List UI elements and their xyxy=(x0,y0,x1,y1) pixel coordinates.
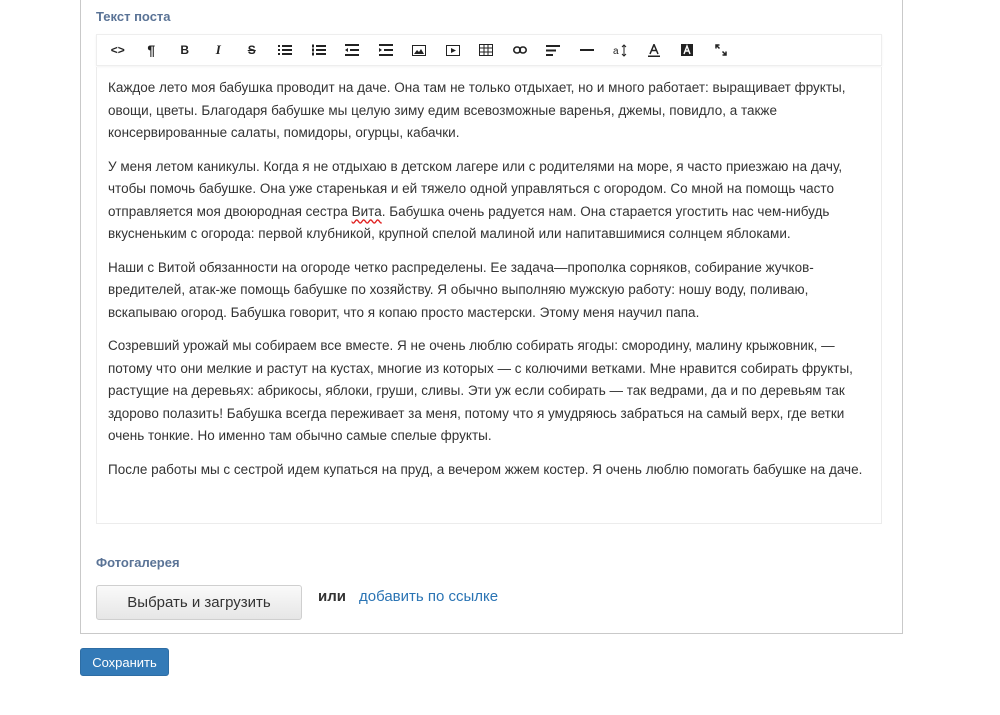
or-text: или xyxy=(318,588,346,605)
post-text-label: Текст поста xyxy=(96,9,171,24)
outdent-icon[interactable] xyxy=(336,35,370,65)
ordered-list-icon[interactable] xyxy=(302,35,336,65)
link-icon[interactable] xyxy=(503,35,537,65)
post-paragraph: У меня летом каникулы. Когда я не отдыхаю в детском лагере или с родителями на море, я часто приезжаю на дачу, чтобы помочь бабушке. Она уже старенькая и ей тяжело одной управляться с огородом. Со мной на помощь часто отправляется моя двоюродная сестра Вита. Бабушка очень радуется нам. Она старается угостить нас чем-нибудь вкусненьким с огорода: первой клубникой, крупной спелой малиной или напитавшимися солнцем яблоками. xyxy=(108,158,843,241)
horizontal-rule-icon[interactable] xyxy=(570,35,604,65)
post-paragraph: Каждое лето моя бабушка проводит на даче. Она там не только отдыхает, но и много работает: выращивает фрукты, овощи, цветы. Благодаря бабушке мы целую зиму едим всевозможные варенья, джемы, повидло, а также консервированные салаты, помидоры, огурцы, кабачки. xyxy=(108,80,846,140)
upload-button[interactable]: Выбрать и загрузить xyxy=(96,585,302,620)
post-paragraph: После работы мы с сестрой идем купаться на пруд, а вечером жжем костер. Я очень люблю помогать бабушке на даче. xyxy=(108,461,863,477)
editor-toolbar xyxy=(96,34,882,66)
strikethrough-icon[interactable]: S xyxy=(247,43,256,57)
background-color-icon[interactable] xyxy=(671,35,705,65)
video-icon[interactable] xyxy=(436,35,470,65)
font-size-icon[interactable] xyxy=(604,35,638,65)
add-by-link[interactable]: добавить по ссылке xyxy=(359,588,499,605)
image-icon[interactable] xyxy=(403,35,437,65)
post-paragraph: Созревший урожай мы собираем все вместе. Я не очень люблю собирать ягоды: смородину, малину крыжовник, — потому что они мелкие и растут на кустах, многие из которых — с колючими ветками. Мне нравится собирать фрукты, растущие на деревьях: абрикосы, яблоки, груши, сливы. Эти уж если собирать — так ведрами, да и по деревьям так здорово полазить! Бабушка всегда переживает за меня, потому что я умудряюсь забраться на самый верх, где ветки очень тонкие. Но именно там обычно самые спелые фрукты. xyxy=(108,338,853,443)
table-icon[interactable] xyxy=(470,35,504,65)
bold-icon[interactable]: B xyxy=(180,43,190,57)
code-icon[interactable]: <> xyxy=(110,43,125,57)
unordered-list-icon[interactable] xyxy=(269,35,303,65)
indent-icon[interactable] xyxy=(369,35,403,65)
align-icon[interactable] xyxy=(537,35,571,65)
fullscreen-icon[interactable] xyxy=(704,35,738,65)
font-color-icon[interactable] xyxy=(637,35,671,65)
gallery-label: Фотогалерея xyxy=(96,555,180,570)
post-text-editor[interactable] xyxy=(96,67,882,524)
misspelled-word: Вита xyxy=(351,203,382,219)
italic-icon[interactable]: I xyxy=(215,42,221,57)
svg-text:a: a xyxy=(612,45,619,57)
post-paragraph: Наши с Витой обязанности на огороде четко распределены. Ее задача—прополка сорняков, собирание жучков-вредителей, атак-же помощь бабушке по хозяйству. Я обычно выполняю мужскую работу: ношу воду, поливаю, вскапываю огород. Бабушка говорит, что я копаю просто мастерски. Этому меня научил папа. xyxy=(108,259,814,320)
paragraph-icon[interactable]: ¶ xyxy=(147,42,156,58)
save-button[interactable]: Сохранить xyxy=(80,648,169,676)
